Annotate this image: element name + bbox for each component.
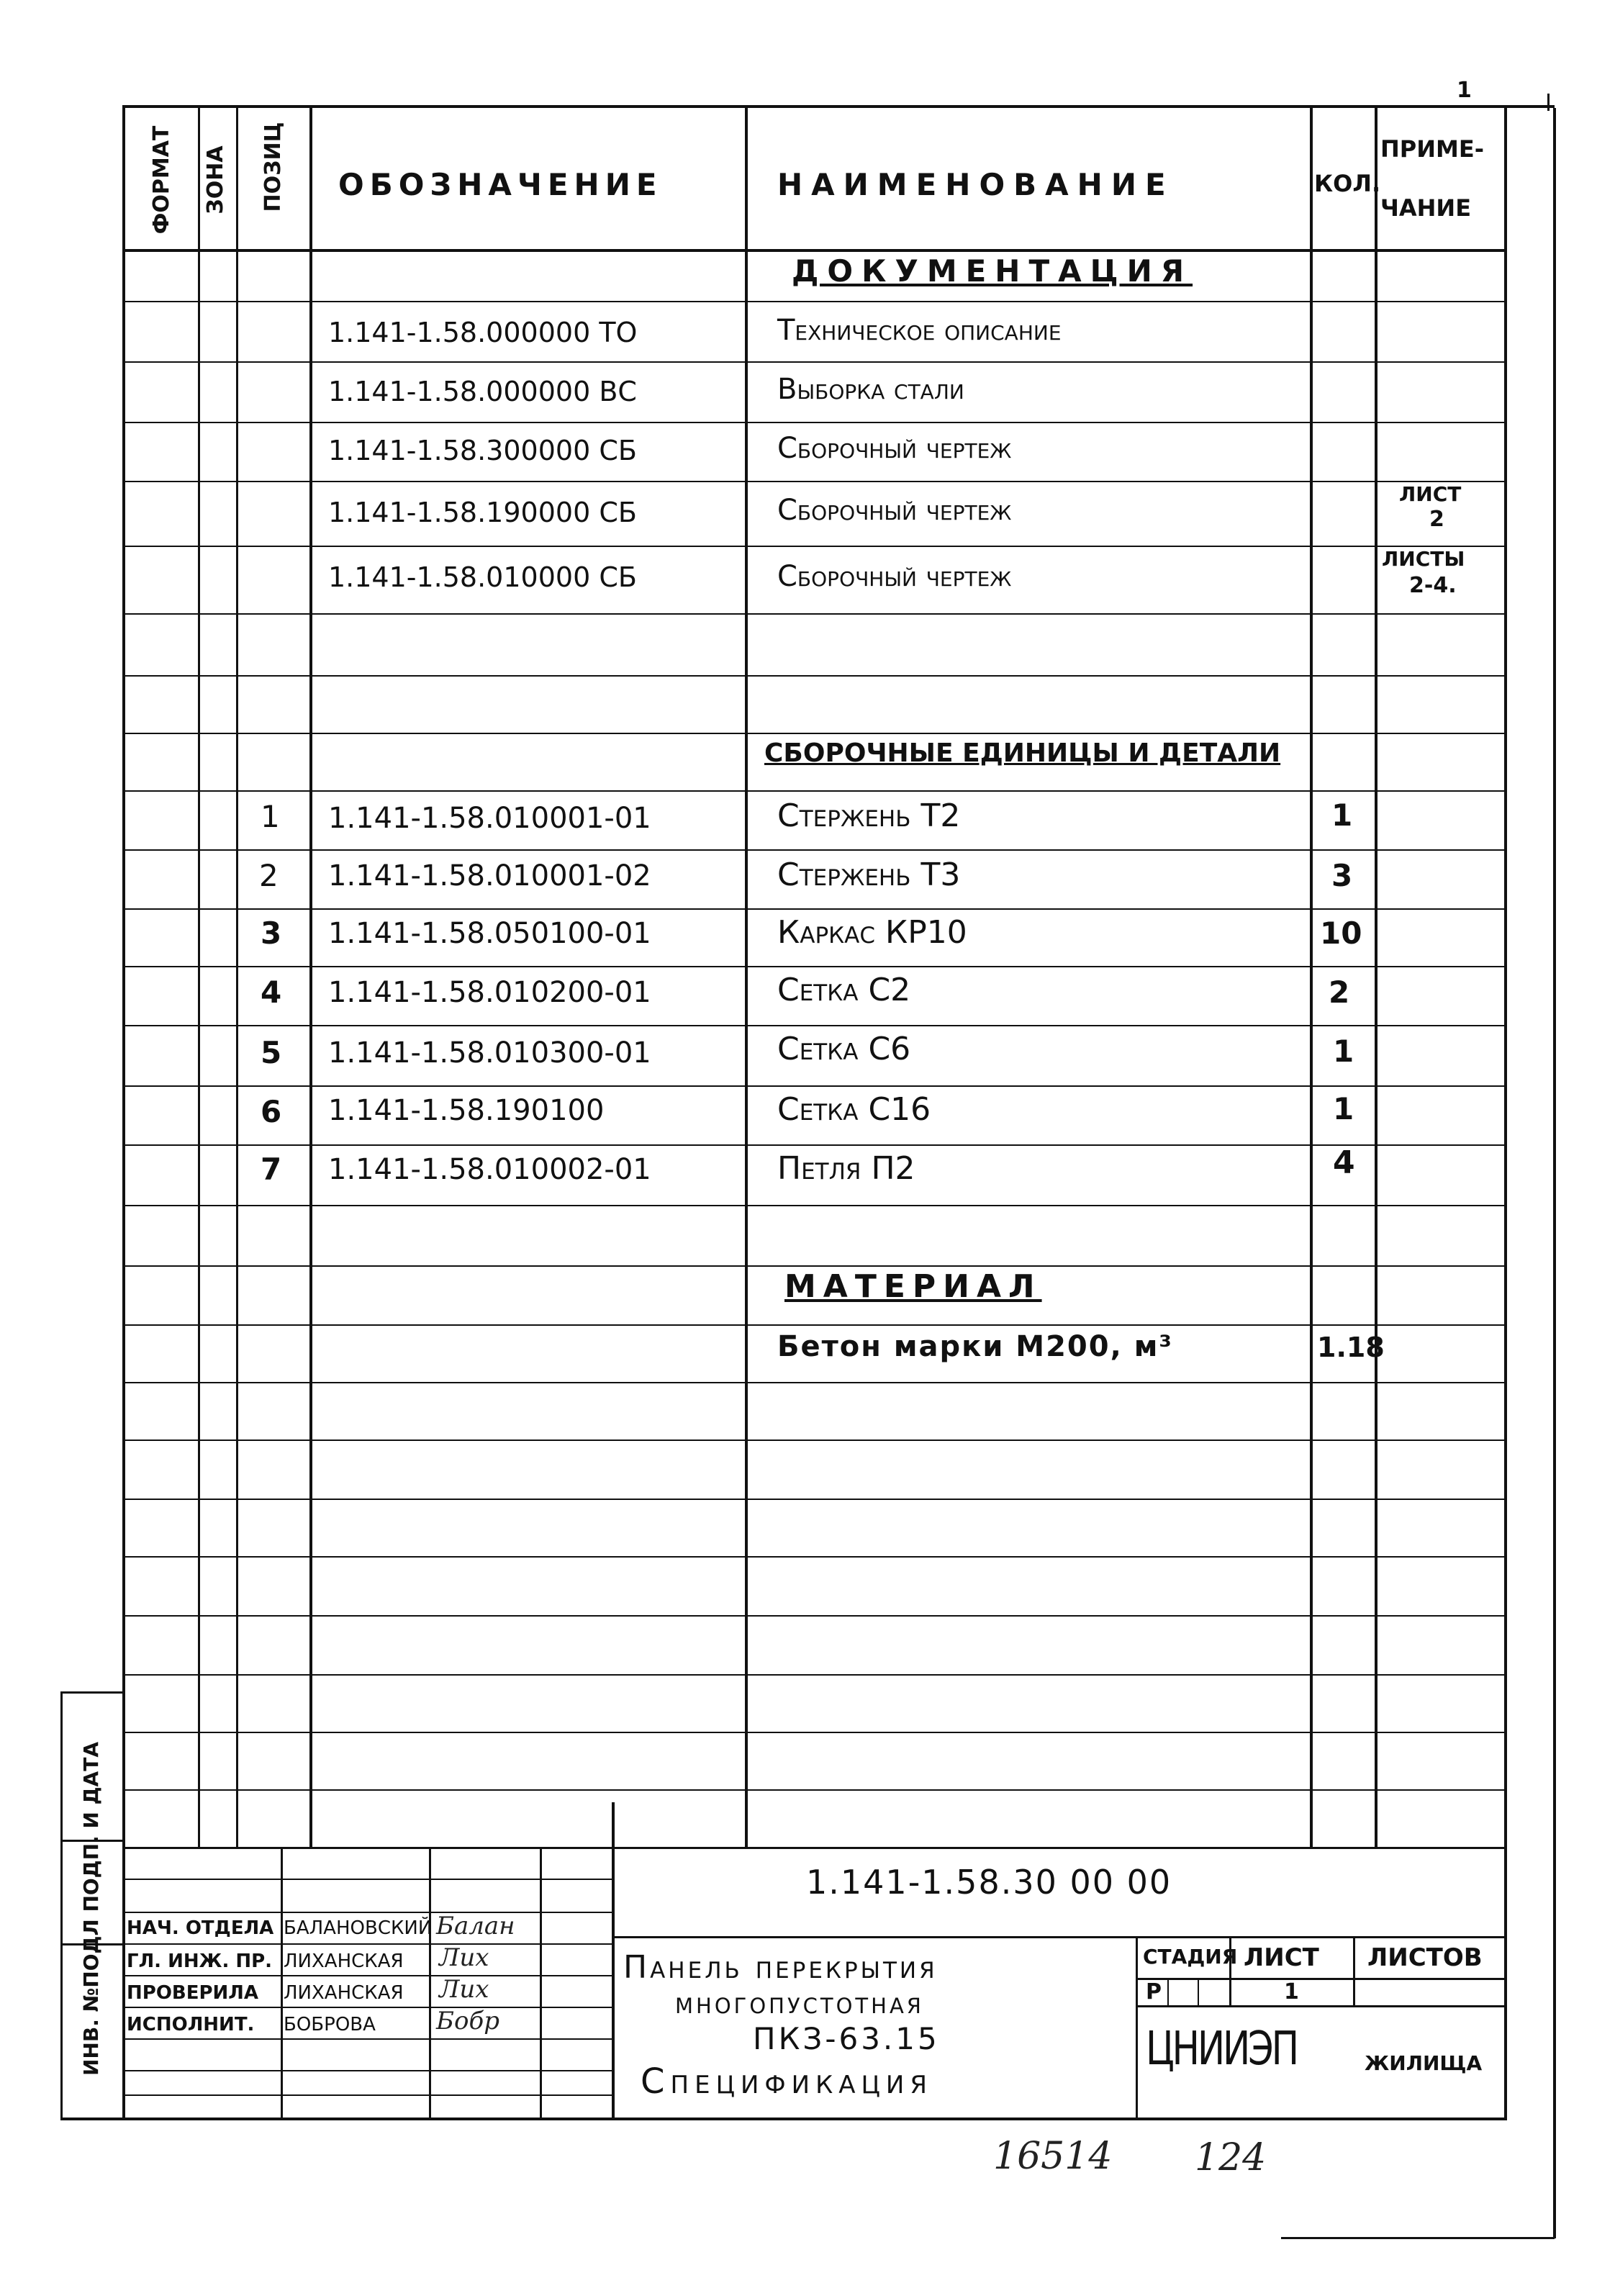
row-designation: 1.141-1.58.010200-01: [328, 976, 651, 1009]
row-designation: 1.141-1.58.050100-01: [328, 917, 651, 950]
header-name: НАИМЕНОВАНИЕ: [777, 167, 1175, 202]
row-position: 3: [261, 916, 282, 951]
row-name: Техническое описание: [777, 314, 1062, 347]
footer-number-right: 124: [1195, 2136, 1267, 2179]
row-name: Сборочный чертеж: [777, 432, 1012, 465]
row-position: 6: [261, 1094, 282, 1129]
row-designation: 1.141-1.58.010300-01: [328, 1036, 651, 1070]
document-number: 1.141-1.58.30 00 00: [806, 1863, 1172, 1902]
staff-role: НАЧ. ОТДЕЛА: [127, 1917, 274, 1939]
header-designation: ОБОЗНАЧЕНИЕ: [338, 167, 663, 202]
row-position: 2: [259, 858, 279, 893]
row-qty: 10: [1320, 916, 1362, 951]
section-documentation: ДОКУМЕНТАЦИЯ: [792, 253, 1193, 289]
row-note-line2: 2: [1429, 507, 1444, 532]
row-name: Сетка С6: [777, 1031, 911, 1067]
stage-value: Р: [1146, 1979, 1162, 2005]
row-designation: 1.141-1.58.010000 СБ: [328, 561, 637, 593]
row-name: Бетон марки М200, м³: [777, 1330, 1173, 1363]
row-name: Петля П2: [777, 1150, 915, 1187]
row-position: 7: [261, 1152, 282, 1187]
staff-signature: Бобр: [436, 2007, 499, 2035]
staff-role: ГЛ. ИНЖ. ПР.: [127, 1951, 273, 1972]
header-note-line2: ЧАНИЕ: [1380, 194, 1472, 222]
row-qty: 1.18: [1317, 1332, 1385, 1363]
row-designation: 1.141-1.58.010002-01: [328, 1153, 651, 1186]
row-name: Выборка стали: [777, 373, 964, 406]
row-name: Сборочный чертеж: [777, 560, 1012, 593]
sheets-label: ЛИСТОВ: [1367, 1943, 1483, 1972]
organization-name: ЦНИИЭП: [1146, 2022, 1297, 2076]
row-name: Сетка С2: [777, 972, 911, 1008]
title-line-3: ПКЗ-63.15: [753, 2021, 940, 2056]
staff-name: ЛИХАНСКАЯ: [284, 1982, 404, 2004]
header-note-line1: ПРИМЕ-: [1380, 135, 1484, 163]
staff-name: ЛИХАНСКАЯ: [284, 1951, 404, 1972]
row-note-line1: ЛИСТ: [1399, 482, 1462, 506]
staff-signature: Лих: [439, 1975, 489, 2004]
staff-signature: Лих: [439, 1943, 489, 1972]
row-name: Сборочный чертеж: [777, 494, 1012, 527]
header-qty: КОЛ.: [1314, 170, 1381, 197]
row-qty: 2: [1329, 975, 1350, 1010]
row-name: Каркас КР10: [777, 914, 967, 951]
row-note-line1: ЛИСТЫ: [1382, 547, 1465, 571]
sheet-label: ЛИСТ: [1244, 1943, 1319, 1972]
staff-signature: Балан: [436, 1912, 515, 1940]
row-qty: 3: [1331, 858, 1353, 893]
staff-role: ИСПОЛНИТ.: [127, 2014, 255, 2035]
row-designation: 1.141-1.58.000000 ТО: [328, 317, 638, 348]
organization-suffix: жилища: [1365, 2044, 1483, 2077]
staff-role: ПРОВЕРИЛА: [127, 1982, 259, 2004]
row-designation: 1.141-1.58.300000 СБ: [328, 435, 637, 466]
header-zone: ЗОНА: [203, 145, 228, 214]
row-qty: 4: [1333, 1144, 1355, 1181]
footer-number-left: 16514: [993, 2135, 1113, 2178]
row-qty: 1: [1333, 1091, 1354, 1126]
row-name: Стержень Т2: [777, 797, 961, 834]
row-note-line2: 2-4.: [1409, 573, 1457, 598]
section-assembly: СБОРОЧНЫЕ ЕДИНИЦЫ И ДЕТАЛИ: [764, 738, 1281, 768]
title-line-2: многопустотная: [675, 1985, 924, 2020]
row-designation: 1.141-1.58.190100: [328, 1094, 605, 1127]
section-material: МАТЕРИАЛ: [784, 1268, 1042, 1305]
row-position: 1: [261, 799, 280, 834]
staff-name: БАЛАНОВСКИЙ: [284, 1917, 433, 1939]
title-line-1: Панель перекрытия: [623, 1949, 938, 1986]
title-line-4: Спецификация: [641, 2061, 933, 2102]
row-position: 5: [261, 1035, 282, 1070]
row-qty: 1: [1331, 797, 1353, 833]
header-format: ФОРМАТ: [149, 125, 174, 235]
row-qty: 1: [1333, 1034, 1354, 1069]
row-name: Сетка С16: [777, 1091, 931, 1128]
sheet-value: 1: [1284, 1979, 1299, 2005]
row-designation: 1.141-1.58.190000 СБ: [328, 497, 637, 528]
row-designation: 1.141-1.58.010001-02: [328, 859, 651, 892]
row-designation: 1.141-1.58.000000 ВС: [328, 376, 637, 407]
header-position: ПОЗИЦ: [261, 122, 286, 212]
staff-name: БОБРОВА: [284, 2014, 376, 2035]
row-position: 4: [261, 975, 282, 1010]
side-stamp: ИНВ. №ПОДЛ ПОДП. И ДАТА: [79, 1742, 103, 2076]
row-designation: 1.141-1.58.010001-01: [328, 802, 651, 835]
row-name: Стержень Т3: [777, 857, 961, 893]
stage-label: СТАДИЯ: [1143, 1945, 1238, 1969]
page-mark: 1: [1457, 78, 1472, 103]
